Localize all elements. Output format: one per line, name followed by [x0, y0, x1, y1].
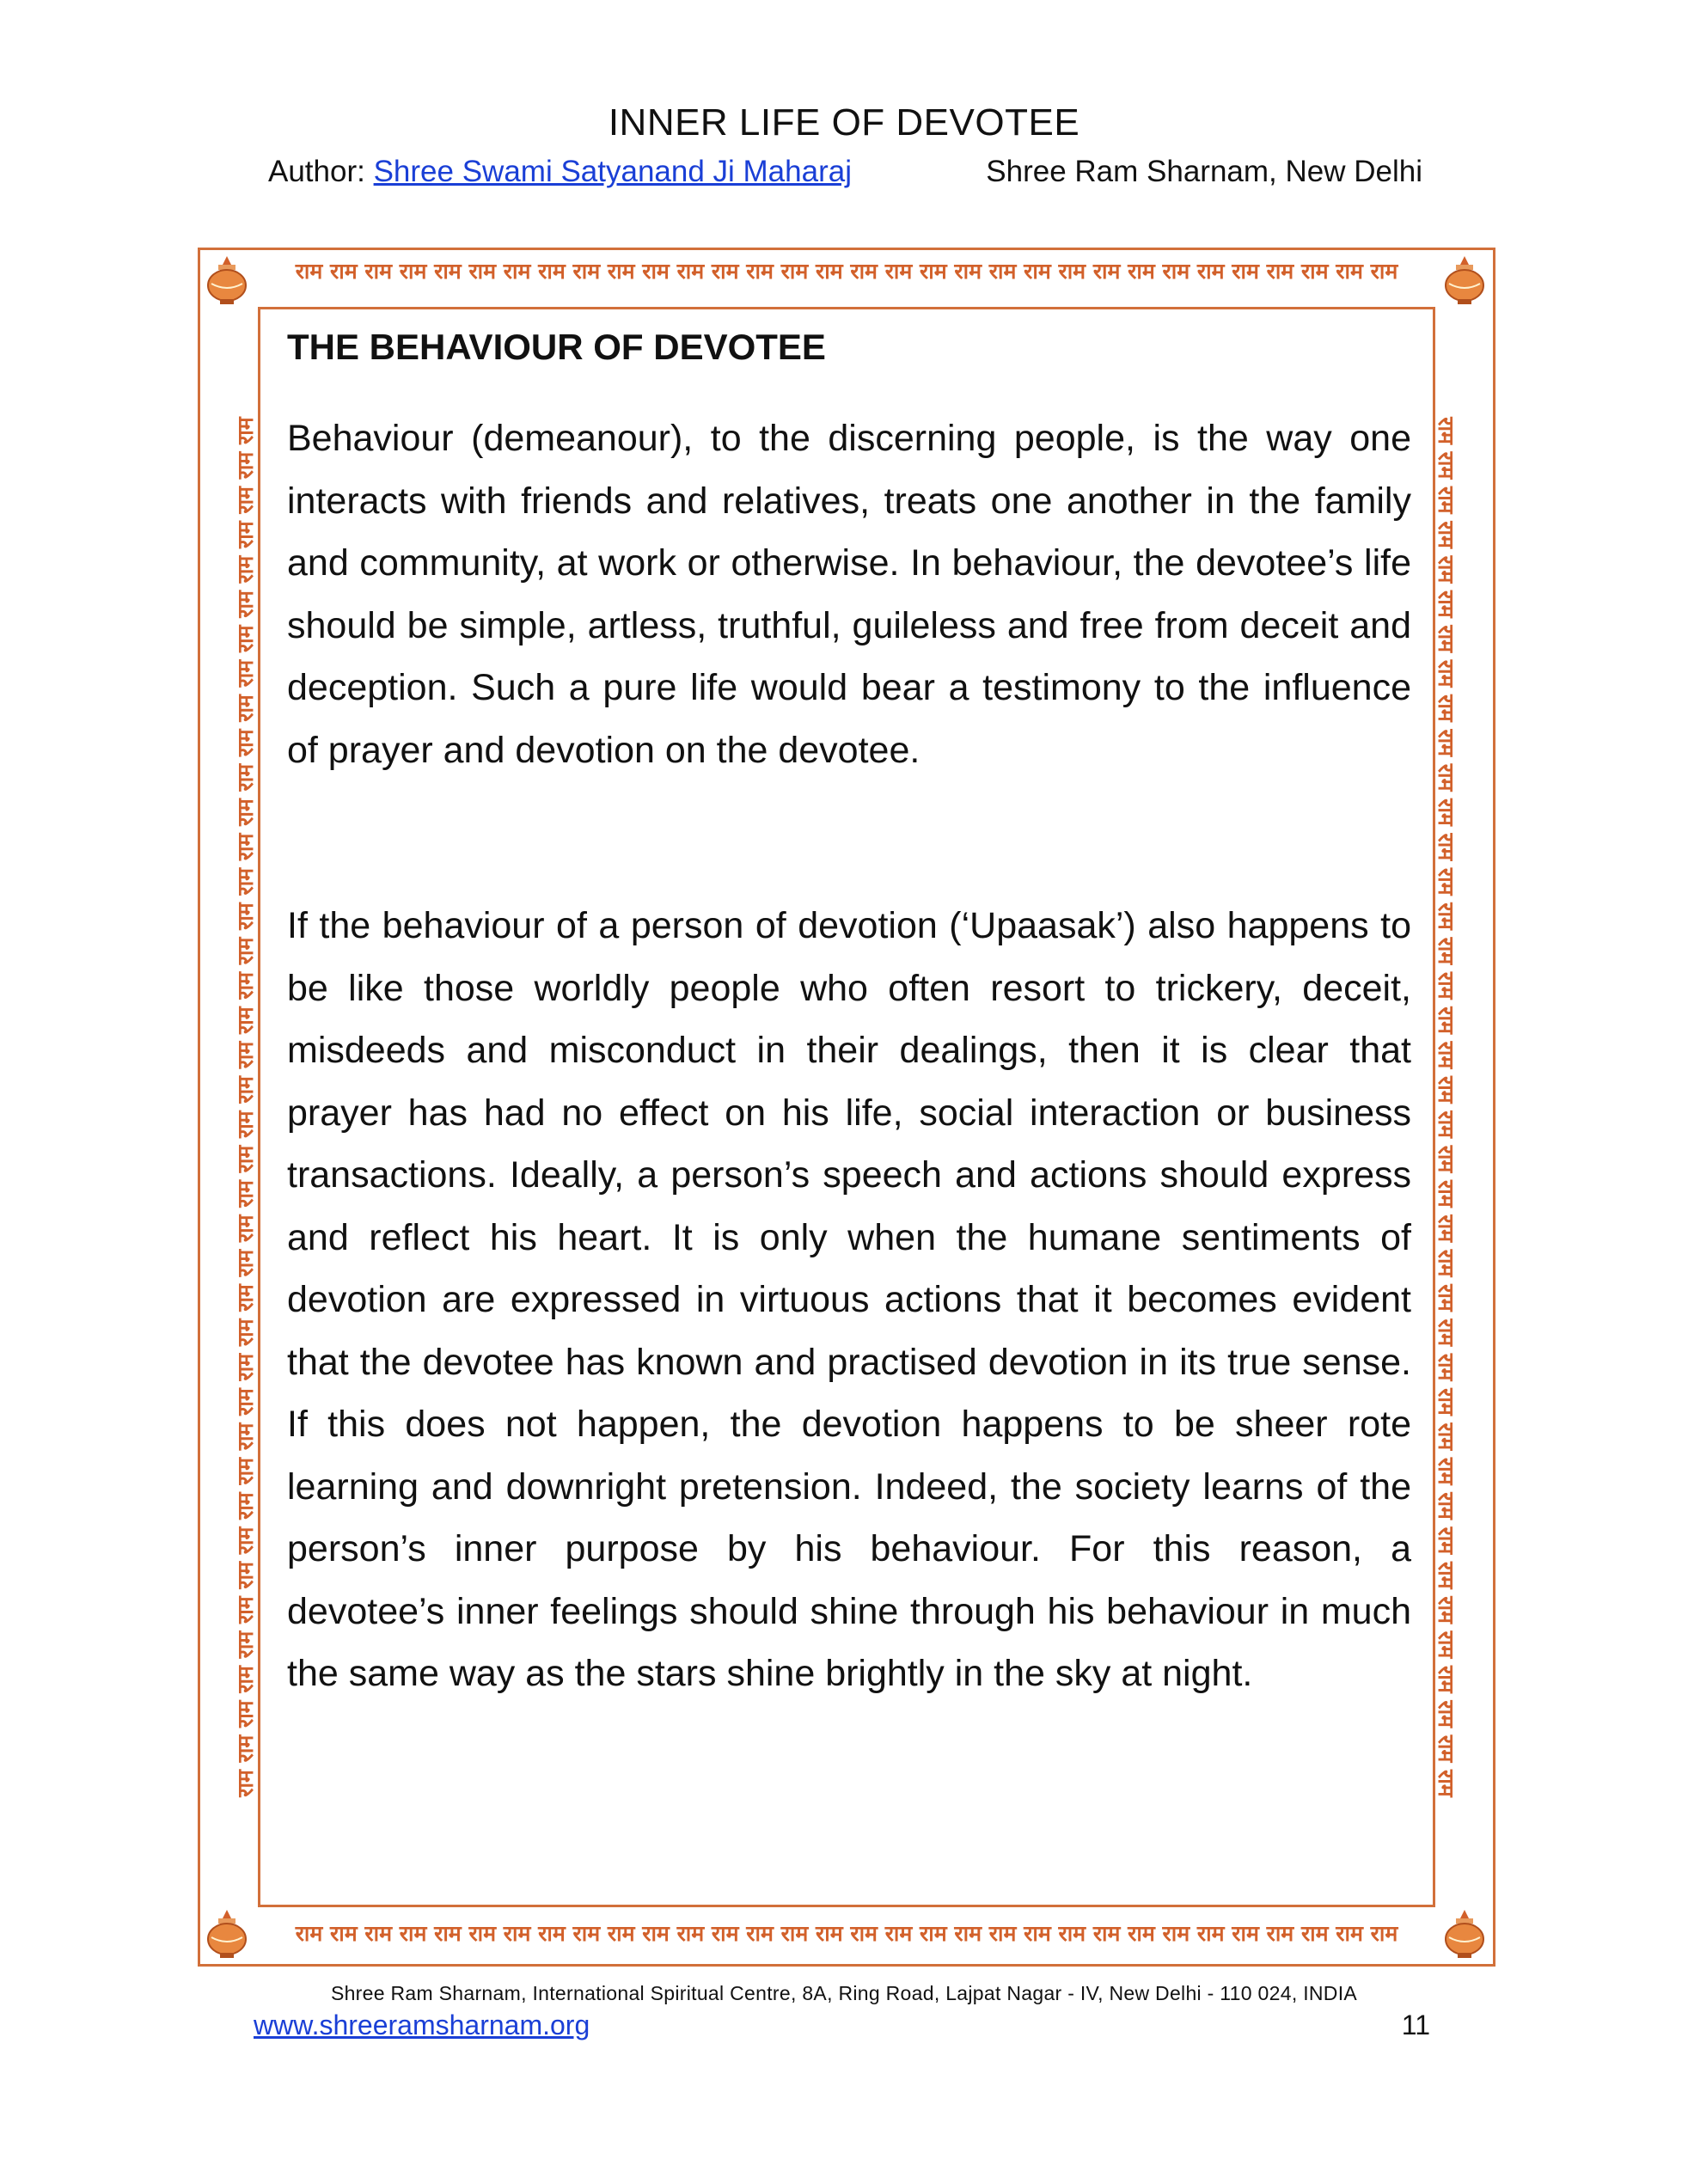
page-number: 11 [1401, 2010, 1430, 2040]
kalash-pot-icon [1440, 254, 1489, 306]
page-content [287, 316, 1411, 1705]
website-link[interactable]: www.shreeramsharnam.org [254, 2010, 590, 2040]
ram-border-right: राम राम राम राम राम राम राम राम राम राम राम राम राम राम राम राम राम राम राम राम राम राम राम राम राम राम राम राम राम राम राम राम राम राम राम राम राम राम राम राम [1434, 417, 1459, 1797]
author-label: Author: [268, 155, 374, 188]
kalash-pot-icon [203, 254, 251, 306]
author-link[interactable]: Shree Swami Satyanand Ji Maharaj [373, 155, 852, 188]
header-organization: Shree Ram Sharnam, New Delhi [986, 155, 1422, 188]
paragraph: If the behaviour of a person of devotion (‘Upaasak’) also happens to be like those worldly people who often resort to trickery, deceit, misdeeds and misconduct in their dealings, then it is clear that prayer has had no effect on his life, social interaction or business transactions. Ideally, a person’s speech and actions should express and reflect his heart. It is only when the humane sentiments of devotion are expressed in virtuous actions that it becomes evident that the devotee has known and practised devotion in its true sense. If this does not happen, the devotion happens to be sheer rote learning and downright pretension. Indeed, the society learns of the person’s inner purpose by his behaviour. For this reason, a devotee’s inner feelings should shine through his behaviour in much the same way as the stars shine brightly in the sky at night. [287, 905, 1411, 1694]
kalash-pot-icon [203, 1908, 251, 1960]
ram-border-left: राम राम राम राम राम राम राम राम राम राम राम राम राम राम राम राम राम राम राम राम राम राम राम राम राम राम राम राम राम राम राम राम राम राम राम राम राम राम राम राम [233, 417, 258, 1797]
ram-border-top: राम राम राम राम राम राम राम राम राम राम राम राम राम राम राम राम राम राम राम राम राम राम राम राम राम राम राम राम राम राम राम राम [295, 259, 1398, 284]
footer-address: Shree Ram Sharnam, International Spiritual Centre, 8A, Ring Road, Lajpat Nagar - IV, New Delhi - 110 024, INDIA [330, 1982, 1358, 2004]
ram-border-bottom: राम राम राम राम राम राम राम राम राम राम राम राम राम राम राम राम राम राम राम राम राम राम राम राम राम राम राम राम राम राम राम राम [295, 1921, 1398, 1946]
document-title: INNER LIFE OF DEVOTEE [608, 101, 1080, 144]
section-heading: THE BEHAVIOUR OF DEVOTEE [287, 327, 826, 367]
kalash-pot-icon [1440, 1908, 1489, 1960]
author-line [268, 155, 852, 189]
paragraph: Behaviour (demeanour), to the discerning people, is the way one interacts with friends and relatives, treats one another in the family and community, at work or otherwise. In behaviour, the devotee’s life should be simple, artless, truthful, guileless and free from deceit and deception. Such a pure life would bear a testimony to the influence of prayer and devotion on the devotee. [287, 418, 1411, 771]
